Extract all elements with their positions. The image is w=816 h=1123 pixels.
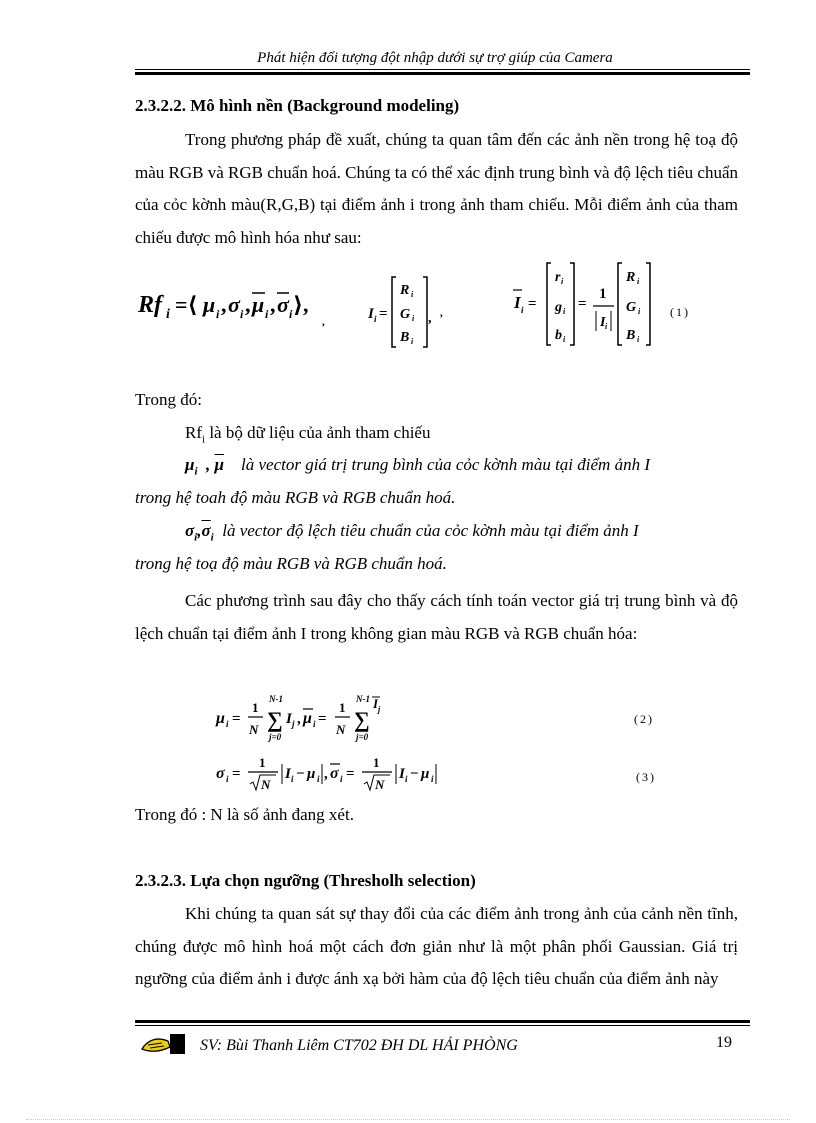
svg-text:=: =	[232, 766, 241, 782]
svg-text:i: i	[340, 774, 343, 784]
svg-text:i: i	[289, 307, 293, 321]
header-title: Phát hiện đối tượng đột nhập dưới sự trợ giúp của Camera	[257, 50, 613, 66]
equation-2-svg	[210, 690, 450, 746]
svg-text:i: i	[216, 307, 220, 321]
svg-text:μ: μ	[203, 292, 216, 317]
svg-text:,: ,	[324, 766, 328, 782]
svg-text:R: R	[626, 270, 636, 285]
page-number: 19	[716, 1034, 732, 1051]
header-rule-thick	[135, 72, 750, 75]
svg-text:N-1: N-1	[356, 694, 370, 704]
paragraph-threshold: Khi chúng ta quan sát sự thay đổi của các điểm ảnh trong ảnh của cảnh nền tĩnh, chúng được mô hình hoá một cách đơn giản như là một phân phối Gaussian. Giá trị ngưỡng của điểm ảnh i được ánh xạ bởi hàm của độ lệch tiêu chuẩn của điểm ảnh này	[135, 904, 738, 988]
svg-text:N: N	[375, 777, 385, 792]
svg-text:σ: σ	[216, 765, 225, 782]
svg-text:σ: σ	[228, 292, 240, 317]
svg-text:∑: ∑	[354, 707, 370, 732]
svg-text:R: R	[400, 283, 410, 298]
svg-text:=: =	[346, 766, 355, 782]
svg-text:−: −	[410, 766, 419, 782]
footer-rule-thick	[135, 1020, 750, 1023]
svg-text:,: ,	[297, 711, 301, 727]
svg-text:μ: μ	[303, 710, 312, 727]
footer-rule-thin	[135, 1025, 750, 1026]
svg-text:N-1: N-1	[269, 694, 283, 704]
paragraph-equations-intro: Các phương trình sau đây cho thấy cách tính toán vector giá trị trung bình và độ lệch chuẩn tại điểm ảnh I trong không gian màu RGB và RGB chuẩn hóa:	[135, 591, 738, 643]
svg-text:μ: μ	[216, 710, 225, 727]
svg-text:i: i	[605, 322, 608, 331]
definition-mu-continued: trong hệ toah độ màu RGB và RGB chuẩn hoá.	[135, 488, 456, 507]
svg-text:j=0: j=0	[356, 732, 369, 742]
svg-text:i: i	[431, 774, 434, 784]
svg-text:g: g	[555, 300, 562, 315]
svg-text:j: j	[378, 705, 381, 714]
svg-text:,: ,	[270, 292, 276, 317]
svg-text:i: i	[240, 307, 244, 321]
svg-text:=: =	[528, 296, 537, 312]
svg-text:1: 1	[339, 700, 346, 715]
svg-text:i: i	[317, 774, 320, 784]
svg-text:μ: μ	[307, 766, 316, 782]
svg-text:i: i	[638, 307, 641, 316]
svg-text:j=0: j=0	[269, 732, 282, 742]
svg-text:,: ,	[245, 292, 251, 317]
svg-text:i: i	[563, 335, 566, 344]
page-bottom-dotted-line	[26, 1119, 790, 1120]
equation-3-number: (3)	[636, 770, 656, 784]
svg-text:i: i	[405, 774, 408, 784]
svg-text:=⟨: =⟨	[175, 292, 198, 317]
svg-text:i: i	[561, 277, 564, 286]
svg-text:μ: μ	[421, 766, 430, 782]
equation-1-number: (1)	[670, 305, 690, 319]
svg-text:1: 1	[259, 755, 266, 770]
svg-text:G: G	[626, 300, 637, 315]
definition-sigma	[185, 521, 639, 543]
svg-text:i: i	[637, 335, 640, 344]
svg-text:I: I	[373, 696, 379, 711]
svg-text:i: i	[563, 307, 566, 316]
svg-text:i: i	[411, 290, 414, 299]
svg-text:i: i	[411, 337, 414, 346]
svg-text:,: ,	[440, 307, 443, 319]
svg-text:,: ,	[428, 311, 432, 326]
svg-text:−: −	[296, 766, 305, 782]
svg-text:Rf: Rf	[138, 292, 162, 318]
svg-text:1: 1	[373, 755, 380, 770]
header-rule-thin	[135, 69, 750, 70]
svg-text:N: N	[336, 722, 346, 737]
svg-text:=: =	[578, 296, 587, 312]
where-label: Trong đó:	[135, 390, 202, 409]
svg-text:N: N	[249, 722, 259, 737]
svg-text:σ: σ	[330, 765, 339, 782]
svg-text:=: =	[318, 711, 327, 727]
svg-text:i: i	[637, 277, 640, 286]
definition-rf: $Rf_i$ là bộ dữ liệu của ảnh tham chiếu	[185, 423, 431, 446]
svg-text:B: B	[626, 328, 636, 343]
footer-student: SV: Bùi Thanh Liêm CT702 ĐH DL HẢI PHÒNG	[200, 1037, 518, 1054]
svg-text:∑: ∑	[267, 707, 283, 732]
section-heading-background-modeling: 2.3.2.2. Mô hình nền (Background modeling)	[135, 96, 460, 115]
handshake-logo-icon	[140, 1033, 186, 1055]
svg-text:μ: μ	[252, 292, 265, 317]
svg-text:I: I	[285, 766, 291, 782]
definition-sigma-continued: trong hệ toạ độ màu RGB và RGB chuẩn hoá.	[135, 554, 447, 573]
svg-text:i: i	[166, 307, 170, 322]
svg-text:i: i	[226, 774, 229, 784]
svg-text:r: r	[555, 270, 561, 285]
svg-text:I: I	[399, 766, 405, 782]
svg-text:i: i	[265, 307, 269, 321]
svg-text:=: =	[232, 711, 241, 727]
svg-text:1: 1	[599, 286, 607, 302]
svg-text:i: i	[374, 314, 377, 324]
definition-rf-text: là bộ dữ liệu của ảnh tham chiếu	[209, 423, 431, 442]
definition-sigma-text: là vector độ lệch tiêu chuẩn của cỏc kờnh màu tại điểm ảnh I	[222, 521, 639, 540]
sigma-symbol: $\sigma_i,\overline{\sigma}_i$	[185, 521, 214, 544]
svg-text:σ: σ	[277, 292, 289, 317]
svg-text:b: b	[555, 328, 562, 343]
svg-text:i: i	[226, 719, 229, 729]
svg-text:i: i	[412, 314, 415, 323]
svg-text:⟩,: ⟩,	[293, 292, 309, 317]
svg-text:B: B	[400, 330, 410, 345]
svg-text:G: G	[400, 307, 411, 322]
svg-text:I: I	[514, 293, 521, 312]
definition-mu	[185, 455, 650, 477]
svg-text:I: I	[368, 306, 374, 322]
mu-symbol: $\mu_i$ , $\overline{\mu}$	[185, 455, 224, 478]
n-note: Trong đó : N là số ảnh đang xét.	[135, 805, 354, 824]
svg-text:i: i	[313, 719, 316, 729]
svg-text:=: =	[379, 306, 388, 322]
equation-1-svg	[130, 255, 710, 355]
svg-text:,: ,	[221, 292, 227, 317]
equation-3-svg	[210, 748, 480, 800]
section-heading-threshold-selection: 2.3.2.3. Lựa chọn ngưỡng (Thresholh selection)	[135, 871, 476, 890]
svg-text:I: I	[600, 315, 606, 330]
svg-text:i: i	[291, 774, 294, 784]
svg-text:1: 1	[252, 700, 259, 715]
svg-text:j: j	[292, 719, 295, 729]
svg-text:I: I	[286, 711, 292, 727]
paragraph-intro: Trong phương pháp đề xuất, chúng ta quan tâm đến các ảnh nền trong hệ toạ độ màu RGB và RGB chuẩn hoá. Chúng ta có thể xác định trung bình và độ lệch tiêu chuẩn của cỏc kờnh màu(R,G,B) tại điểm ảnh i trong ảnh tham chiếu. Mỗi điểm ảnh của tham chiếu được mô hình hóa như sau:	[135, 130, 738, 247]
svg-text:,: ,	[322, 316, 325, 328]
svg-text:N: N	[261, 777, 271, 792]
svg-text:i: i	[521, 305, 524, 315]
equation-2-number: (2)	[634, 712, 654, 726]
definition-mu-text: là vector giá trị trung bình của cỏc kờnh màu tại điểm ảnh I	[241, 455, 650, 474]
